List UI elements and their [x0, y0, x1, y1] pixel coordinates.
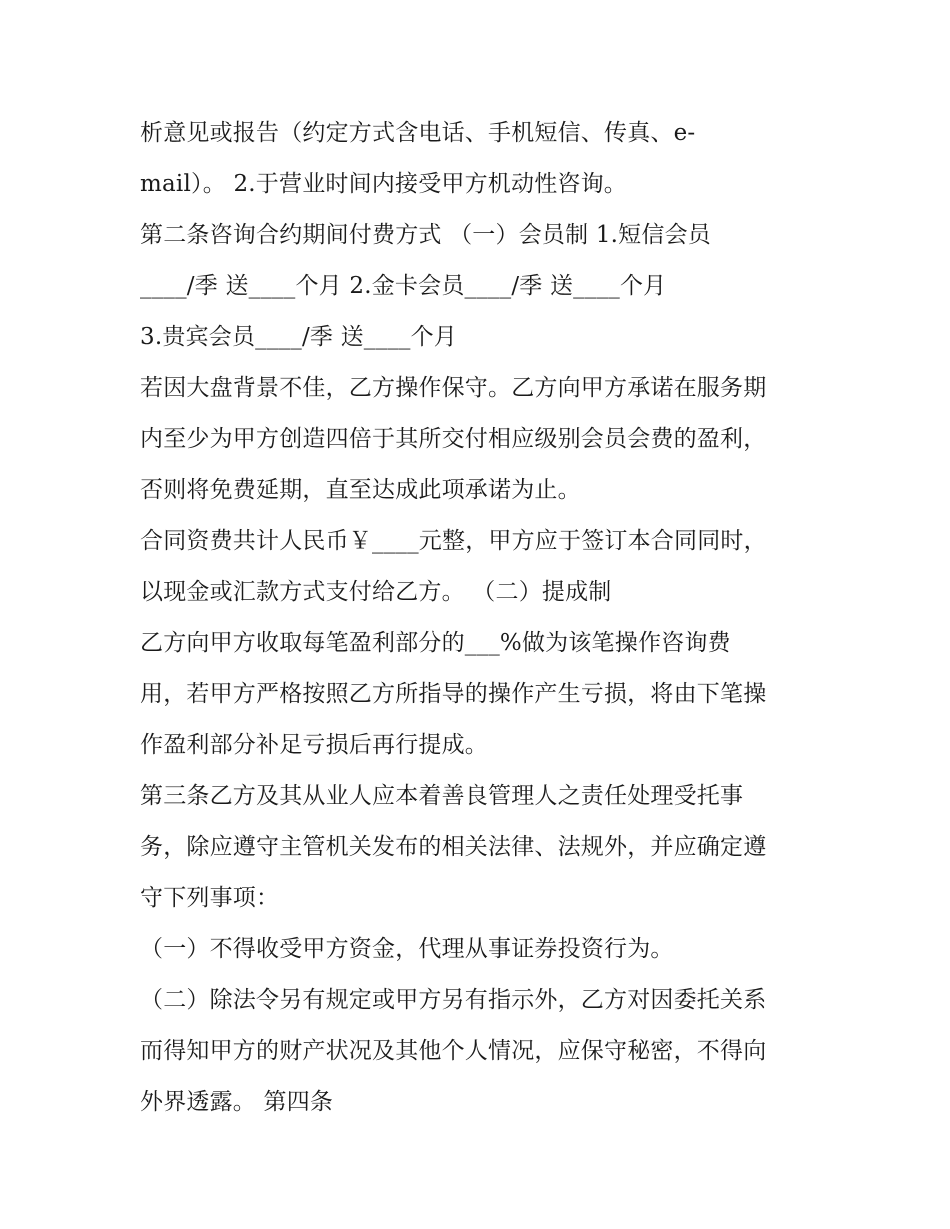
text-line-6: 若因大盘背景不佳，乙方操作保守。乙方向甲方承诺在服务期	[140, 375, 767, 401]
text-line-12: 用，若甲方严格按照乙方所指导的操作产生亏损，将由下笔操	[140, 681, 767, 707]
document-body	[140, 108, 830, 1128]
text-line-19: 而得知甲方的财产状况及其他个人情况，应保守秘密，不得向	[140, 1038, 767, 1064]
text-line-20: 外界透露。 第四条	[140, 1089, 334, 1115]
text-line-14: 第三条乙方及其从业人应本着善良管理人之责任处理受托事	[140, 783, 744, 809]
text-line-11: 乙方向甲方收取每笔盈利部分的___%做为该笔操作咨询费	[140, 630, 731, 656]
text-line-10: 以现金或汇款方式支付给乙方。 （二）提成制	[140, 579, 612, 605]
text-line-17: （一）不得收受甲方资金，代理从事证券投资行为。	[140, 936, 674, 962]
text-line-13: 作盈利部分补足亏损后再行提成。	[140, 732, 488, 758]
text-line-4: ____/季 送____个月 2.金卡会员____/季 送____个月	[140, 273, 667, 299]
text-line-3: 第二条咨询合约期间付费方式 （一）会员制 1.短信会员	[140, 222, 711, 248]
text-line-5: 3.贵宾会员____/季 送____个月	[140, 324, 458, 350]
text-line-8: 否则将免费延期，直至达成此项承诺为止。	[140, 477, 581, 503]
text-line-15: 务，除应遵守主管机关发布的相关法律、法规外，并应确定遵	[140, 834, 767, 860]
text-line-18: （二）除法令另有规定或甲方另有指示外，乙方对因委托关系	[140, 987, 767, 1013]
text-line-16: 守下列事项：	[140, 885, 280, 911]
text-line-9: 合同资费共计人民币￥____元整，甲方应于签订本合同同时，	[140, 528, 767, 554]
text-line-1: 析意见或报告（约定方式含电话、手机短信、传真、e-	[140, 120, 696, 146]
text-line-2: mail）。 2.于营业时间内接受甲方机动性咨询。	[140, 171, 627, 197]
text-line-7: 内至少为甲方创造四倍于其所交付相应级别会员会费的盈利，	[140, 426, 767, 452]
